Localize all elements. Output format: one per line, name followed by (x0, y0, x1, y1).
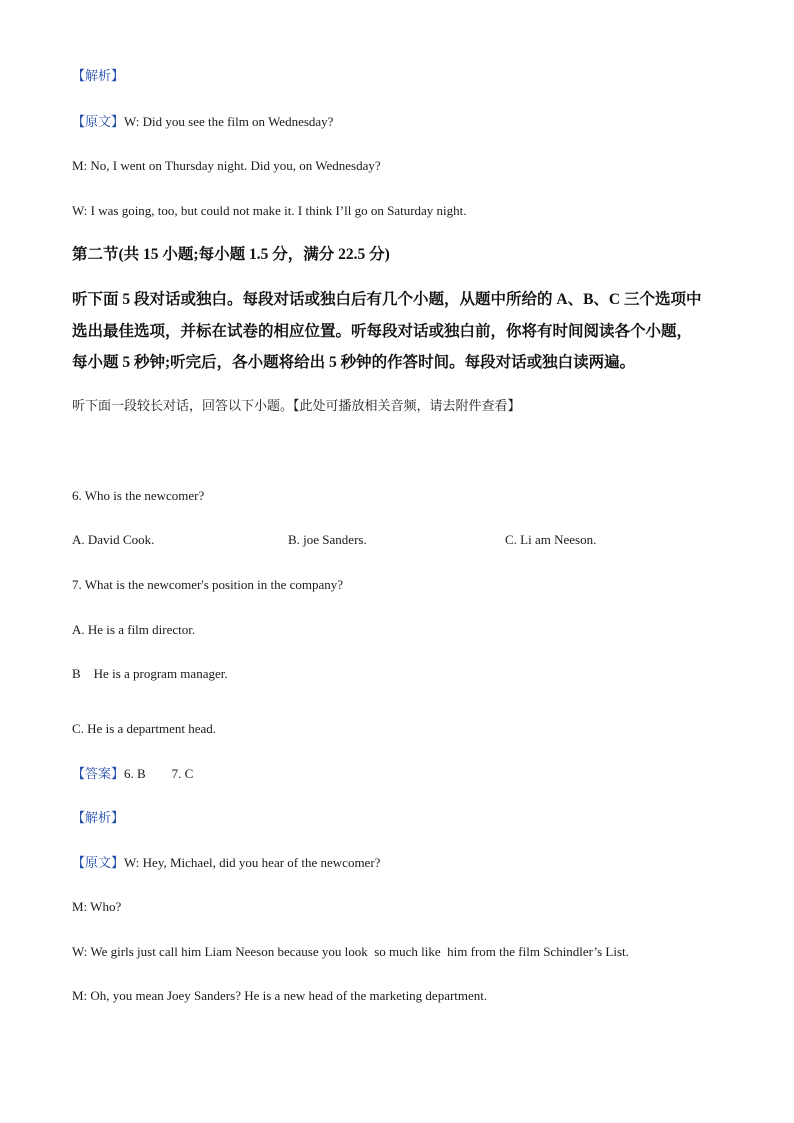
transcript-line: M: No, I went on Thursday night. Did you, on Wednesday? (72, 158, 381, 173)
transcript-line: M: Oh, you mean Joey Sanders? He is a new head of the marketing department. (72, 988, 488, 1003)
option-a: A. David Cook. (72, 532, 155, 547)
original-label: 【原文】 (72, 114, 125, 129)
option-c: C. He is a department head. (72, 721, 217, 736)
dialogue-text: W: Hey, Michael, did you hear of the newcomer? (124, 855, 381, 870)
instruction-line: 每小题 5 秒钟;听完后，各小题将给出 5 秒钟的作答时间。每段对话或独白读两遍。 (72, 354, 636, 371)
instruction-line: 选出最佳选项，并标在试卷的相应位置。听每段对话或独白前，你将有时间阅读各个小题， (72, 323, 693, 340)
answer-line (72, 766, 193, 782)
option-b: B He is a program manager. (72, 666, 228, 681)
listening-prompt: 听下面一段较长对话，回答以下小题。【此处可播放相关音频，请去附件查看】 (72, 398, 521, 413)
transcript-line: W: We girls just call him Liam Neeson because you look so much like him from the film Schindler’s List. (72, 944, 629, 959)
answer-text: 6. B 7. C (124, 766, 194, 781)
section-heading: 第二节(共 15 小题;每小题 1.5 分，满分 22.5 分) (72, 246, 390, 263)
analysis-label: 【解析】 (72, 810, 125, 825)
transcript-line: W: I was going, too, but could not make it. I think I’ll go on Saturday night. (72, 203, 467, 218)
option-a: A. He is a film director. (72, 622, 196, 637)
analysis-label: 【解析】 (72, 68, 125, 83)
dialogue-text: W: Did you see the film on Wednesday? (124, 114, 334, 129)
transcript-line (72, 855, 380, 871)
question-stem: 7. What is the newcomer's position in the company? (72, 577, 344, 592)
option-c: C. Li am Neeson. (505, 532, 597, 547)
question-stem: 6. Who is the newcomer? (72, 488, 205, 503)
option-b: B. joe Sanders. (288, 532, 367, 547)
transcript-line (72, 114, 333, 130)
original-label: 【原文】 (72, 855, 125, 870)
answer-label: 【答案】 (72, 766, 125, 781)
transcript-line: M: Who? (72, 899, 122, 914)
instruction-line: 听下面 5 段对话或独白。每段对话或独白后有几个小题，从题中所给的 A、B、C 三个选项中 (72, 291, 702, 308)
